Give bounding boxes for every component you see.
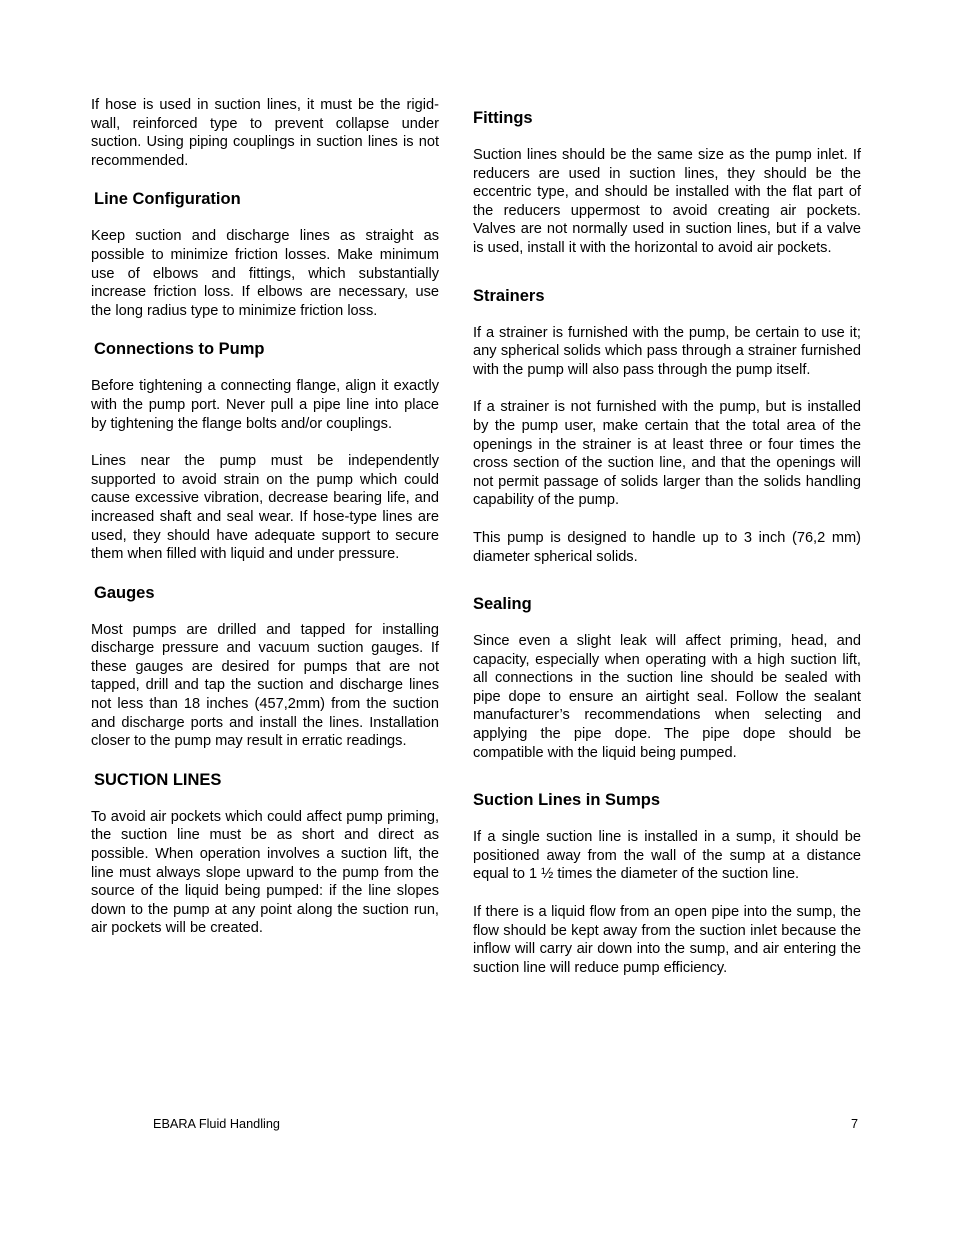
sealing-heading: Sealing: [473, 595, 532, 614]
sealing-paragraph: Since even a slight leak will affect priming, head, and capacity, especially when operating with a high suction lift, all connections in the suction line should be sealed with pipe dope to ensure an airtight seal. Follow the sealant manufacturer’s recommendations when selecting and applying the pipe dope. The pipe dope should be compatible with the liquid being pumped.: [473, 633, 861, 761]
line-configuration-paragraph: Keep suction and discharge lines as straight as possible to minimize friction losses. Make minimum use of elbows and fittings, which substantially increase friction loss. If elbows are necessary, use the long radius type to minimize friction loss.: [91, 228, 439, 319]
footer-company: EBARA Fluid Handling: [153, 1117, 280, 1131]
strainers-paragraph-2: If a strainer is not furnished with the pump, but is installed by the pump user, make certain that the total area of the openings in the strainer is at least three or four times the cross section of the suction line, and that the openings will not permit passage of solids larger than the solids handling capability of the pump.: [473, 399, 861, 509]
connections-paragraph-1: Before tightening a connecting flange, align it exactly with the pump port. Never pull a pipe line into place by tightening the flange bolts and/or couplings.: [91, 378, 439, 432]
suction-lines-paragraph: To avoid air pockets which could affect pump priming, the suction line must be as short and direct as possible. When operation involves a suction lift, the line must always slope upward to the pump from the source of the liquid being pumped: if the line slopes down to the pump at any point along the suction run, air pockets will be created.: [91, 808, 439, 937]
sumps-paragraph-1: If a single suction line is installed in a sump, it should be positioned away from the wall of the sump at a distance equal to 1 ½ times the diameter of the suction line.: [473, 829, 861, 883]
gauges-paragraph: Most pumps are drilled and tapped for installing discharge pressure and vacuum suction gauges. If these gauges are desired for pumps that are not tapped, drill and tap the suction and discharge lines not less than 18 inches (457,2mm) from the suction and discharge ports and install the lines. Installation closer to the pump may result in erratic readings.: [91, 621, 439, 750]
strainers-heading: Strainers: [473, 286, 545, 305]
left-column: [91, 96, 439, 938]
strainers-paragraph-3: This pump is designed to handle up to 3 inch (76,2 mm) diameter spherical solids.: [473, 529, 861, 565]
connections-paragraph-2: Lines near the pump must be independently supported to avoid strain on the pump which could cause excessive vibration, decrease bearing life, and increased shaft and seal wear. If hose-type lines are used, they should have adequate support to secure them when filled with liquid and under pressure.: [91, 453, 439, 563]
intro-paragraph: If hose is used in suction lines, it must be the rigid-wall, reinforced type to prevent collapse under suction. Using piping couplings in suction lines is not recommended.: [91, 97, 439, 169]
fittings-paragraph: Suction lines should be the same size as the pump inlet. If reducers are used in suction lines, they should be the eccentric type, and should be installed with the flat part of the reducers uppermost to avoid creating air pockets. Valves are not normally used in suction lines, but if a valve is used, install it with the horizontal to avoid air pockets.: [473, 147, 861, 256]
right-column: [473, 108, 861, 977]
strainers-paragraph-1: If a strainer is furnished with the pump, be certain to use it; any spherical solids which pass through a strainer furnished with the pump will also pass through the pump itself.: [473, 324, 861, 378]
connections-heading: Connections to Pump: [94, 340, 265, 359]
suction-lines-in-sumps-heading: Suction Lines in Sumps: [473, 791, 661, 810]
sumps-paragraph-2: If there is a liquid flow from an open pipe into the sump, the flow should be kept away from the suction inlet because the inflow will carry air down into the sump, and air entering the suction line will reduce pump efficiency.: [473, 904, 861, 976]
gauges-heading: Gauges: [94, 583, 155, 602]
footer-page-number: 7: [851, 1117, 859, 1131]
fittings-heading: Fittings: [473, 109, 533, 127]
line-configuration-heading: Line Configuration: [94, 190, 241, 209]
suction-lines-heading: SUCTION LINES: [94, 770, 222, 789]
